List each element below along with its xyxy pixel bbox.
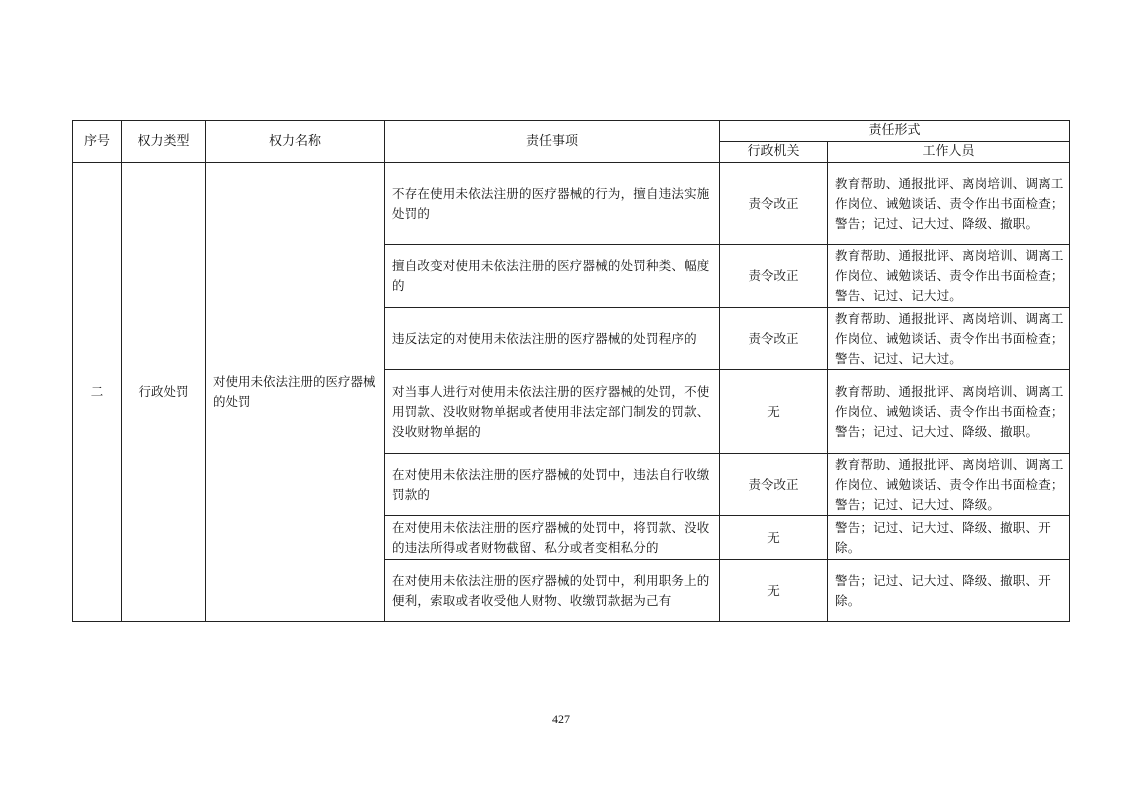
table-row <box>73 163 1070 245</box>
row-staff: 教育帮助、通报批评、离岗培训、调离工作岗位、诫勉谈话、责令作出书面检查；警告；记过、记大过、降级、撤职。 <box>828 163 1070 245</box>
group-power-type: 行政处罚 <box>122 163 206 622</box>
page-number: 427 <box>552 712 570 726</box>
row-staff: 教育帮助、通报批评、离岗培训、调离工作岗位、诫勉谈话、责令作出书面检查；警告、记过、记大过。 <box>828 245 1070 308</box>
header-admin-organ: 行政机关 <box>720 142 828 163</box>
header-power-type: 权力类型 <box>122 121 206 163</box>
row-staff: 教育帮助、通报批评、离岗培训、调离工作岗位、诫勉谈话、责令作出书面检查；警告、记过、记大过。 <box>828 308 1070 370</box>
header-power-name: 权力名称 <box>206 121 385 163</box>
row-staff: 教育帮助、通报批评、离岗培训、调离工作岗位、诫勉谈话、责令作出书面检查；警告；记过、记大过、降级、撤职。 <box>828 370 1070 454</box>
row-staff: 教育帮助、通报批评、离岗培训、调离工作岗位、诫勉谈话、责令作出书面检查；警告；记过、记大过、降级。 <box>828 454 1070 516</box>
row-organ: 责令改正 <box>720 163 828 245</box>
row-organ: 无 <box>720 370 828 454</box>
row-item: 在对使用未依法注册的医疗器械的处罚中，利用职务上的便利，索取或者收受他人财物、收缴罚款据为己有 <box>385 560 720 622</box>
header-responsibility-form: 责任形式 <box>720 121 1070 142</box>
group-power-name: 对使用未依法注册的医疗器械的处罚 <box>206 163 385 622</box>
row-item: 对当事人进行对使用未依法注册的医疗器械的处罚，不使用罚款、没收财物单据或者使用非法定部门制发的罚款、没收财物单据的 <box>385 370 720 454</box>
row-item: 在对使用未依法注册的医疗器械的处罚中，违法自行收缴罚款的 <box>385 454 720 516</box>
header-responsibility-item: 责任事项 <box>385 121 720 163</box>
group-seq: 二 <box>73 163 122 622</box>
row-item: 擅自改变对使用未依法注册的医疗器械的处罚种类、幅度的 <box>385 245 720 308</box>
row-organ: 无 <box>720 516 828 560</box>
row-organ: 责令改正 <box>720 245 828 308</box>
table-header <box>73 121 1070 163</box>
row-item: 在对使用未依法注册的医疗器械的处罚中，将罚款、没收的违法所得或者财物截留、私分或者变相私分的 <box>385 516 720 560</box>
row-item: 违反法定的对使用未依法注册的医疗器械的处罚程序的 <box>385 308 720 370</box>
row-organ: 无 <box>720 560 828 622</box>
row-organ: 责令改正 <box>720 308 828 370</box>
row-organ: 责令改正 <box>720 454 828 516</box>
header-seq: 序号 <box>73 121 122 163</box>
row-staff: 警告；记过、记大过、降级、撤职、开除。 <box>828 516 1070 560</box>
row-item: 不存在使用未依法注册的医疗器械的行为，擅自违法实施处罚的 <box>385 163 720 245</box>
responsibility-table <box>72 120 1070 622</box>
row-staff: 警告；记过、记大过、降级、撤职、开除。 <box>828 560 1070 622</box>
header-staff: 工作人员 <box>828 142 1070 163</box>
